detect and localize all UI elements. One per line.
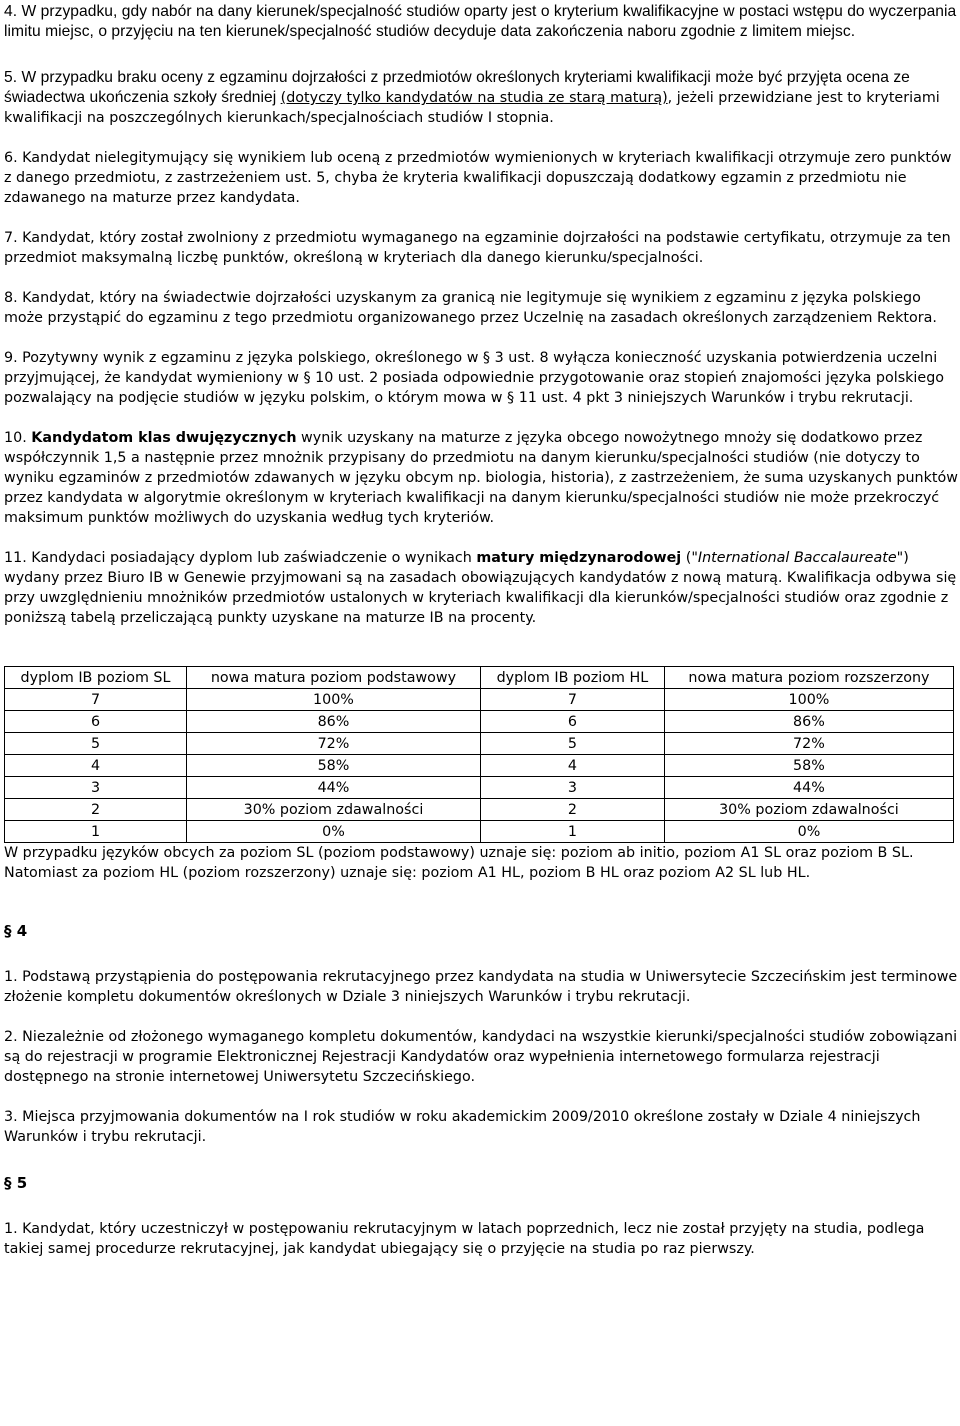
table-cell: 0%: [664, 821, 953, 843]
paragraph-5-start: 5. W przypadku braku oceny z egzaminu dojrzałości z przedmiotów określonych kryteriami kwalifikacji może być przyjęta ocena ze świadectwa ukończenia szkoły średniej: [4, 69, 910, 106]
table-row: [5, 689, 954, 711]
table-cell: 4: [5, 755, 187, 777]
paragraph-5: [4, 68, 958, 128]
table-cell: 30% poziom zdawalności: [187, 799, 481, 821]
table-row: [5, 777, 954, 799]
paragraph-11-rest: ") wydany przez Biuro IB w Genewie przyjmowani są na zasadach obowiązujących kandydatów z nową maturą. Kwalifikacja odbywa się przy uwzględnieniu mnożników przedmiotów ustalonych w kryteriach kwalifikacji dla kierunków/specjalności studiów oraz zgodnie z poniższą tabelą przeliczającą punkty uzyskane na maturze IB na procenty.: [4, 550, 957, 626]
table-cell: 2: [480, 799, 664, 821]
table-header-cell: nowa matura poziom rozszerzony: [664, 667, 953, 689]
table-cell: 30% poziom zdawalności: [664, 799, 953, 821]
paragraph-11-start: 11. Kandydaci posiadający dyplom lub zaświadczenie o wynikach: [4, 550, 477, 566]
ib-conversion-table: [4, 666, 954, 843]
table-cell: 3: [480, 777, 664, 799]
paragraph-11-paren: (: [681, 550, 692, 566]
table-cell: 72%: [664, 733, 953, 755]
table-cell: 58%: [664, 755, 953, 777]
paragraph-5-underlined: (dotyczy tylko kandydatów na studia ze starą maturą): [280, 90, 668, 106]
section-4-paragraph-2: 2. Niezależnie od złożonego wymaganego kompletu dokumentów, kandydaci na wszystkie kierunki/specjalności studiów zobowiązani są do rejestracji w programie Elektronicznej Rejestracji Kandydatów oraz wypełnienia internetowego formularza rejestracji dostępnego na stronie internetowej Uniwersytetu Szczecińskiego.: [4, 1029, 958, 1085]
table-cell: 5: [480, 733, 664, 755]
paragraph-8: 8. Kandydat, który na świadectwie dojrzałości uzyskanym za granicą nie legitymuje się wynikiem z egzaminu z języka polskiego może przystąpić do egzaminu z tego przedmiotu organizowanego przez Uczelnię na zasadach określonych zarządzeniem Rektora.: [4, 290, 937, 326]
section-4-heading: § 4: [4, 922, 28, 940]
table-cell: 7: [480, 689, 664, 711]
paragraph-10-number: 10.: [4, 430, 32, 446]
table-cell: 44%: [664, 777, 953, 799]
paragraph-10-bold: Kandydatom klas dwujęzycznych: [31, 430, 297, 446]
table-header-cell: dyplom IB poziom HL: [480, 667, 664, 689]
table-cell: 5: [5, 733, 187, 755]
paragraph-6: 6. Kandydat nielegitymujący się wynikiem lub oceną z przedmiotów wymienionych w kryteriach kwalifikacji otrzymuje zero punktów z danego przedmiotu, z zastrzeżeniem ust. 5, chyba że kryteria kwalifikacji dopuszczają dodatkowy egzamin z przedmiotu nie zdawanego na maturze przez kandydata.: [4, 150, 952, 206]
table-header-cell: nowa matura poziom podstawowy: [187, 667, 481, 689]
table-cell: 6: [480, 711, 664, 733]
section-4-paragraph-1: 1. Podstawą przystąpienia do postępowania rekrutacyjnego przez kandydata na studia w Uniwersytecie Szczecińskim jest terminowe złożenie kompletu dokumentów określonych w Dziale 3 niniejszych Warunków i trybu rekrutacji.: [4, 969, 958, 1005]
section-5-heading: § 5: [4, 1174, 28, 1192]
table-cell: 0%: [187, 821, 481, 843]
paragraph-7: 7. Kandydat, który został zwolniony z przedmiotu wymaganego na egzaminie dojrzałości na podstawie certyfikatu, otrzymuje za ten przedmiot maksymalną liczbę punktów, określoną w kryteriach dla danego kierunku/specjalności.: [4, 230, 951, 266]
paragraph-11-italic: "International Baccalaureate: [691, 550, 897, 566]
table-cell: 1: [5, 821, 187, 843]
table-header-cell: dyplom IB poziom SL: [5, 667, 187, 689]
languages-note: W przypadku języków obcych za poziom SL (poziom podstawowy) uznaje się: poziom ab initio, poziom A1 SL oraz poziom B SL. Natomiast za poziom HL (poziom rozszerzony) uznaje się: poziom A1 HL, poziom B HL oraz poziom A2 SL lub HL.: [4, 845, 914, 881]
table-cell: 6: [5, 711, 187, 733]
table-cell: 7: [5, 689, 187, 711]
table-cell: 100%: [187, 689, 481, 711]
table-cell: 44%: [187, 777, 481, 799]
paragraph-9: 9. Pozytywny wynik z egzaminu z języka polskiego, określonego w § 3 ust. 8 wyłącza konieczność uzyskania potwierdzenia uczelni przyjmującej, że kandydat wymieniony w § 10 ust. 2 posiada odpowiednie przygotowanie oraz stopień znajomości języka polskiego pozwalający na podjęcie studiów w języku polskim, o którym mowa w § 11 ust. 4 pkt 3 niniejszych Warunków i trybu rekrutacji.: [4, 350, 945, 406]
document-page: [4, 2, 958, 1259]
table-row: [5, 755, 954, 777]
table-row: [5, 821, 954, 843]
paragraph-4: 4. W przypadku, gdy nabór na dany kierunek/specjalność studiów oparty jest o kryterium kwalifikacyjne w postaci wstępu do wyczerpania limitu miejsc, o przyjęciu na ten kierunek/specjalność studiów decyduje data zakończenia naboru zgodnie z limitem miejsc.: [4, 3, 957, 40]
paragraph-11-bold: matury międzynarodowej: [476, 550, 682, 566]
paragraph-5-end: , jeżeli przewidziane jest to kryteriami kwalifikacji na poszczególnych kierunkach/specjalnościach studiów I stopnia.: [4, 90, 940, 126]
table-header-row: [5, 667, 954, 689]
table-cell: 58%: [187, 755, 481, 777]
table-cell: 2: [5, 799, 187, 821]
table-cell: 100%: [664, 689, 953, 711]
table-cell: 1: [480, 821, 664, 843]
table-cell: 4: [480, 755, 664, 777]
section-4-paragraph-3: 3. Miejsca przyjmowania dokumentów na I rok studiów w roku akademickim 2009/2010 określone zostały w Dziale 4 niniejszych Warunków i trybu rekrutacji.: [4, 1109, 921, 1145]
table-row: [5, 799, 954, 821]
table-row: [5, 711, 954, 733]
paragraph-11: [4, 548, 958, 628]
table-cell: 3: [5, 777, 187, 799]
table-row: [5, 733, 954, 755]
paragraph-10-rest: wynik uzyskany na maturze z języka obcego nowożytnego mnoży się dodatkowo przez współczynnik 1,5 a następnie przez mnożnik przypisany do przedmiotu na danym kierunku/specjalności studiów (nie dotyczy to wyniku egzaminów z przedmiotów zdawanych w języku obcym np. biologia, historia), z zastrzeżeniem, że suma uzyskanych punktów przez kandydata w algorytmie określonym w kryteriach kwalifikacji na danym kierunku/specjalności studiów nie może przekroczyć maksimum punktów możliwych do uzyskania według tych kryteriów.: [4, 430, 958, 526]
section-5-paragraph-1: 1. Kandydat, który uczestniczył w postępowaniu rekrutacyjnym w latach poprzednich, lecz nie został przyjęty na studia, podlega takiej samej procedurze rekrutacyjnej, jak kandydat ubiegający się o przyjęcie na studia po raz pierwszy.: [4, 1221, 925, 1257]
table-cell: 86%: [664, 711, 953, 733]
table-cell: 72%: [187, 733, 481, 755]
paragraph-10: [4, 428, 958, 528]
table-cell: 86%: [187, 711, 481, 733]
